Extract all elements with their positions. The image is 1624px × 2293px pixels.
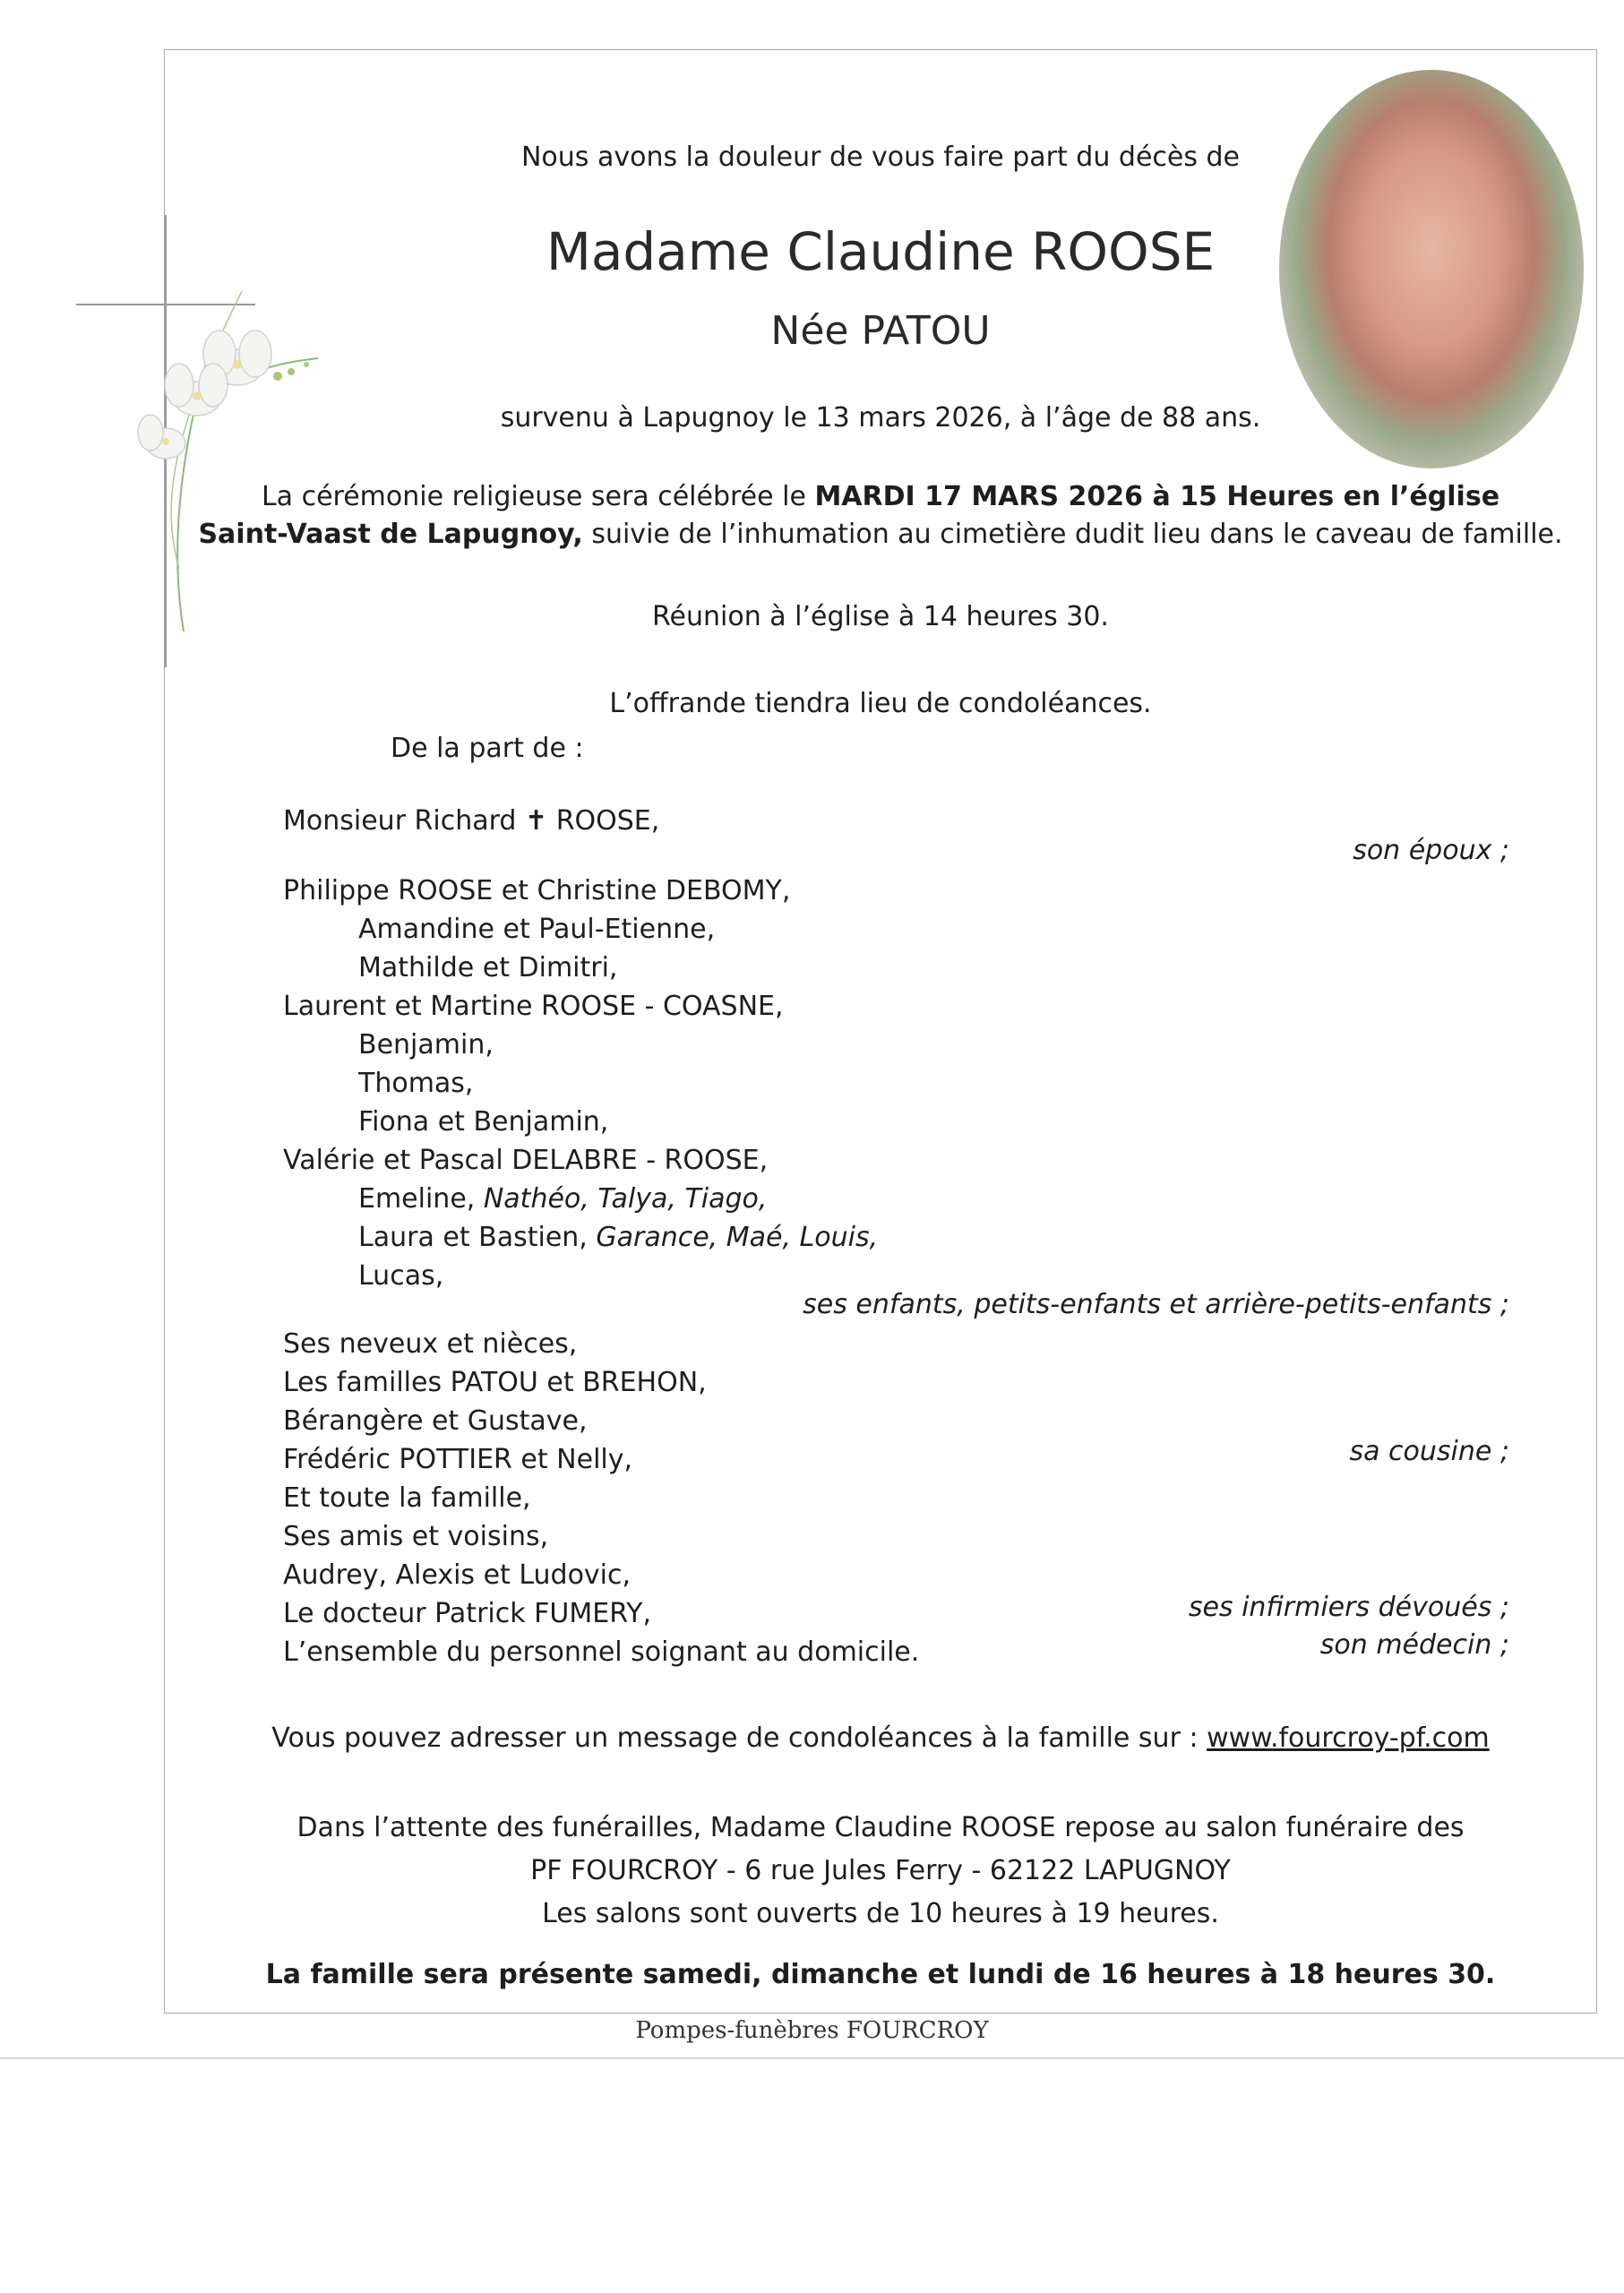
- children-relation: ses enfants, petits-enfants et arrière-petits-enfants ;: [803, 1289, 1509, 1320]
- others-line-3: Bérangère et Gustave,: [283, 1405, 588, 1437]
- nurses-relation: ses infirmiers dévoués ;: [1188, 1592, 1509, 1623]
- ceremony-line-1: [164, 478, 1597, 516]
- family-line-4: Laurent et Martine ROOSE - COASNE,: [283, 991, 784, 1022]
- church-name: Saint-Vaast de Lapugnoy,: [198, 519, 583, 550]
- family-line-5: Benjamin,: [358, 1029, 494, 1061]
- doctor-relation: son médecin ;: [1319, 1629, 1509, 1661]
- intro-text: Nous avons la douleur de vous faire part du décès de: [520, 142, 1241, 173]
- reunion-text: Réunion à l’église à 14 heures 30.: [652, 601, 1109, 632]
- others-line-2: Les familles PATOU et BREHON,: [283, 1367, 707, 1398]
- spouse-relation: son époux ;: [1353, 835, 1509, 866]
- ceremony-date: MARDI 17 MARS 2026 à 15 Heures en l’église: [814, 481, 1500, 512]
- others-line-7: Audrey, Alexis et Ludovic,: [283, 1559, 632, 1591]
- cousin-relation: sa cousine ;: [1349, 1436, 1509, 1467]
- ceremony-line-2-text: suivie de l’inhumation au cimetière dudit lieu dans le caveau de famille.: [582, 519, 1563, 550]
- de-la-part-de: De la part de :: [391, 733, 584, 764]
- spouse-line: Monsieur Richard ✝ ROOSE,: [283, 805, 660, 837]
- family-line-6: Thomas,: [358, 1068, 474, 1099]
- family-line-10-a: Laura et Bastien,: [358, 1222, 597, 1253]
- death-info: survenu à Lapugnoy le 13 mars 2026, à l’âge de 88 ans.: [500, 402, 1261, 434]
- salon-address: PF FOURCROY - 6 rue Jules Ferry - 62122 LAPUGNOY: [530, 1855, 1231, 1886]
- footer-company: Pompes-funèbres FOURCROY: [635, 2017, 989, 2044]
- deceased-name: Madame Claudine ROOSE: [546, 221, 1216, 282]
- family-line-7: Fiona et Benjamin,: [358, 1106, 609, 1138]
- salon-line-1: Dans l’attente des funérailles, Madame Claudine ROOSE repose au salon funéraire des: [296, 1812, 1465, 1843]
- family-line-10: [358, 1219, 878, 1257]
- website-link[interactable]: www.fourcroy-pf.com: [1207, 1722, 1490, 1754]
- others-line-6: Ses amis et voisins,: [283, 1521, 549, 1552]
- others-line-8: Le docteur Patrick FUMERY,: [283, 1598, 651, 1629]
- family-line-2: Amandine et Paul-Etienne,: [358, 914, 716, 945]
- offrande-text: L’offrande tiendra lieu de condoléances.: [609, 688, 1152, 719]
- family-line-11: Lucas,: [358, 1260, 444, 1292]
- family-line-10-b: Garance, Maé, Louis,: [596, 1222, 879, 1253]
- family-line-9: [358, 1181, 767, 1218]
- others-line-4: Frédéric POTTIER et Nelly,: [283, 1444, 633, 1475]
- family-line-8: Valérie et Pascal DELABRE - ROOSE,: [283, 1145, 769, 1176]
- salon-hours: Les salons sont ouverts de 10 heures à 19 heures.: [542, 1898, 1219, 1929]
- ceremony-line-2: [164, 516, 1597, 554]
- family-line-1: Philippe ROOSE et Christine DEBOMY,: [283, 875, 791, 906]
- family-presence: La famille sera présente samedi, dimanche et lundi de 16 heures à 18 heures 30.: [265, 1959, 1496, 1990]
- family-line-3: Mathilde et Dimitri,: [358, 952, 618, 983]
- others-line-1: Ses neveux et nièces,: [283, 1328, 578, 1360]
- others-line-5: Et toute la famille,: [283, 1482, 531, 1514]
- others-line-9: L’ensemble du personnel soignant au domicile.: [283, 1636, 920, 1668]
- family-line-9-b: Nathéo, Talya, Tiago,: [483, 1183, 768, 1215]
- message-line: [164, 1720, 1597, 1757]
- family-line-9-a: Emeline,: [358, 1183, 484, 1215]
- ceremony-line-1-text: La cérémonie religieuse sera célébrée le: [261, 481, 815, 512]
- message-text: Vous pouvez adresser un message de condoléances à la famille sur :: [271, 1722, 1207, 1754]
- footer-divider: [0, 2057, 1624, 2059]
- maiden-name: Née PATOU: [770, 308, 991, 354]
